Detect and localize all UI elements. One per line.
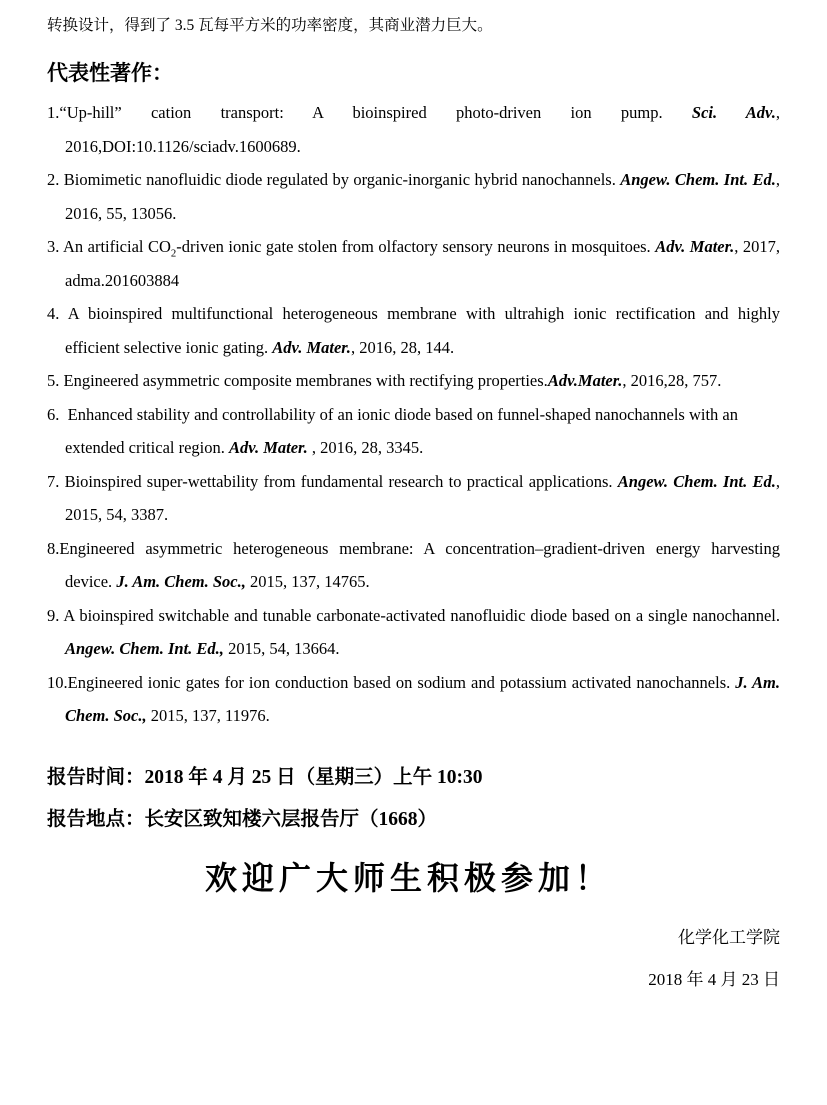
signature-department: 化学化工学院 bbox=[678, 927, 780, 947]
publication-item bbox=[47, 465, 780, 532]
journal-name: Adv. Mater. bbox=[655, 237, 735, 256]
journal-name: J. Am. Chem. Soc., bbox=[116, 572, 246, 591]
pub-text: 7. Bioinspired super-wettability from fundamental research to practical applications. bbox=[47, 471, 618, 491]
report-time: 报告时间：2018 年 4 月 25 日（星期三）上午 10:30 bbox=[47, 766, 483, 788]
publication-item bbox=[47, 599, 780, 666]
intro-text: 转换设计，得到了 3.5 瓦每平方米的功率密度，其商业潜力巨大。 bbox=[47, 17, 493, 34]
pub-text: , 2017, adma.201603884 bbox=[65, 237, 780, 290]
pub-text: 5. Engineered asymmetric composite membranes with rectifying properties. bbox=[47, 371, 548, 390]
publication-item bbox=[47, 230, 780, 297]
pub-text: 2015, 137, 11976. bbox=[146, 706, 270, 725]
signature-date: 2018 年 4 月 23 日 bbox=[648, 969, 780, 989]
pub-text: 4. A bioinspired multifunctional heterogeneous membrane with ultrahigh ionic rectification and highly efficient selective ionic gating. bbox=[47, 304, 780, 357]
publication-item bbox=[47, 297, 780, 364]
pub-text: , 2016, 28, 3345. bbox=[307, 438, 424, 457]
pub-text: 8.Engineered asymmetric heterogeneous membrane: A concentration–gradient-driven energy harvesting device. bbox=[47, 538, 780, 591]
journal-name: Adv. Mater. bbox=[272, 337, 351, 357]
subscript-text: 2 bbox=[170, 247, 177, 260]
pub-text: 2015, 54, 13664. bbox=[223, 639, 340, 658]
pub-text: -driven ionic gate stolen from olfactory sensory neurons in mosquitoes. bbox=[176, 237, 656, 256]
pub-text: 2015, 137, 14765. bbox=[245, 572, 370, 591]
publication-list bbox=[47, 96, 780, 733]
welcome-message: 欢迎广大师生积极参加！ bbox=[204, 859, 612, 896]
journal-name: Angew. Chem. Int. Ed., bbox=[65, 639, 224, 658]
pub-text: , 2016, 28, 144. bbox=[350, 337, 455, 357]
pub-text: 6. Enhanced stability and controllability of an ionic diode based on funnel-shaped nanochannels with an extended critical region. bbox=[47, 404, 738, 457]
pub-text: , 2016, 55, 13056. bbox=[65, 170, 780, 223]
journal-name: Adv.Mater. bbox=[547, 371, 623, 390]
pub-text: , 2016,28, 757. bbox=[622, 371, 722, 390]
journal-name: J. Am. Chem. Soc., bbox=[65, 672, 780, 725]
publication-item bbox=[47, 163, 780, 230]
publication-item bbox=[47, 666, 780, 733]
pub-text: , 2015, 54, 3387. bbox=[65, 471, 780, 524]
pub-text: 9. A bioinspired switchable and tunable carbonate-activated nanofluidic diode based on a single nanochannel. bbox=[47, 605, 780, 625]
journal-name: Adv. Mater. bbox=[229, 438, 308, 457]
pub-text: 2. Biomimetic nanofluidic diode regulated by organic-inorganic hybrid nanochannels. bbox=[47, 170, 621, 189]
publication-item bbox=[47, 96, 780, 163]
journal-name: Sci. Adv. bbox=[691, 103, 776, 122]
journal-name: Angew. Chem. Int. Ed. bbox=[620, 170, 776, 189]
pub-text: , 2016,DOI:10.1126/sciadv.1600689. bbox=[65, 103, 780, 156]
publication-item bbox=[47, 364, 780, 398]
report-location: 报告地点：长安区致知楼六层报告厅（1668） bbox=[47, 808, 438, 830]
journal-name: Angew. Chem. Int. Ed. bbox=[617, 471, 776, 491]
publication-item bbox=[47, 532, 780, 599]
pub-text: 1.“Up-hill” cation transport: A bioinspired photo-driven ion pump. bbox=[47, 103, 692, 122]
pub-text: 3. An artificial CO bbox=[47, 237, 171, 256]
section-heading: 代表性著作： bbox=[47, 61, 173, 85]
pub-text: 10.Engineered ionic gates for ion conduction based on sodium and potassium activated nanochannels. bbox=[47, 672, 736, 692]
publication-item bbox=[47, 398, 780, 465]
